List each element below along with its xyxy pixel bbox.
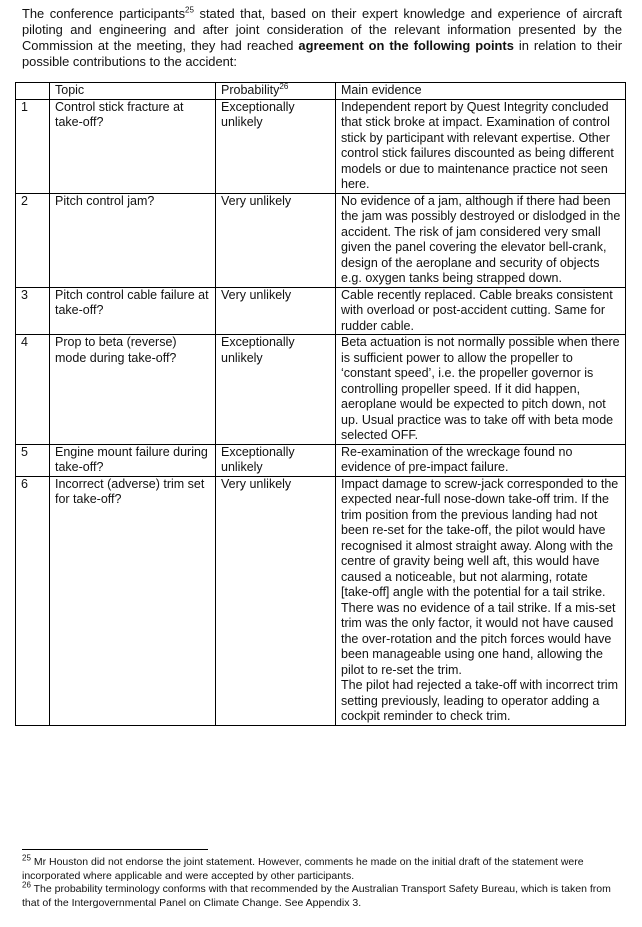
row-topic: Prop to beta (reverse) mode during take-off? <box>50 335 216 445</box>
row-topic: Pitch control jam? <box>50 193 216 287</box>
evidence-paragraph: Impact damage to screw-jack corresponded to the expected near-full nose-down take-off trim. If the trim position from the previous landing had not been re-set for the take-off, the pilot would have recognised it almost straight away. Along with the centre of gravity being well aft, this would have caused a noticeable, but not alarming, rotate [take-off] angle with the potential for a tail strike. There was no evidence of a tail strike. If a mis-set trim was the only factor, it would not have caused the over-rotation and the pitch forces would have been manageable using one hand, allowing the pilot to re-set the trim. <box>341 476 619 677</box>
header-probability <box>216 83 336 100</box>
row-topic: Engine mount failure during take-off? <box>50 444 216 476</box>
row-evidence <box>336 335 626 445</box>
table-row <box>16 335 626 445</box>
footnote-ref-26[interactable]: 26 <box>279 81 289 91</box>
table-row <box>16 99 626 193</box>
intro-text-1: The conference participants <box>22 6 186 21</box>
row-topic: Incorrect (adverse) trim set for take-off? <box>50 476 216 725</box>
header-probability-label: Probability <box>221 83 280 97</box>
table-row <box>16 476 626 725</box>
row-probability: Exceptionally unlikely <box>216 444 336 476</box>
evidence-paragraph: Re-examination of the wreckage found no evidence of pre-impact failure. <box>341 444 573 474</box>
footnotes <box>22 853 622 910</box>
evidence-paragraph: Independent report by Quest Integrity concluded that stick broke at impact. Examination of control stick by participant with relevant expertise. Other control stick failures discounted as being different models or due to maintenance practice not seen here. <box>341 99 614 191</box>
intro-paragraph <box>22 6 622 70</box>
evidence-paragraph: The pilot had rejected a take-off with incorrect trim setting previously, leading to operator adding a cockpit reminder to check trim. <box>341 678 618 723</box>
row-evidence <box>336 476 626 725</box>
table-row <box>16 444 626 476</box>
footnote-25-number: 25 <box>22 853 31 863</box>
header-topic: Topic <box>50 83 216 100</box>
footnote-25 <box>22 853 622 883</box>
intro-text-3: in relation to their possible contributions to the accident: <box>22 38 622 69</box>
evidence-paragraph: Beta actuation is not normally possible when there is sufficient power to allow the propeller to ‘constant speed’, i.e. the propeller governor is controlling propeller speed. If it did happen, aeroplane would be expected to pitch down, not up. Usual practice was to take off with beta mode selected OFF. <box>341 335 620 442</box>
table-body <box>16 99 626 725</box>
contributions-table <box>15 82 626 726</box>
evidence-paragraph: Cable recently replaced. Cable breaks consistent with overload or post-accident cutting. Same for rudder cable. <box>341 287 613 333</box>
row-probability: Exceptionally unlikely <box>216 99 336 193</box>
table-row <box>16 287 626 335</box>
row-evidence <box>336 287 626 335</box>
row-evidence <box>336 193 626 287</box>
footnote-26 <box>22 880 622 910</box>
table-row <box>16 193 626 287</box>
row-number: 4 <box>16 335 50 445</box>
evidence-paragraph: No evidence of a jam, although if there had been the jam was possibly destroyed or dislodged in the accident. The risk of jam considered very small given the panel covering the elevator bell-crank, design of the aeroplane and security of objects e.g. oxygen tanks being strapped down. <box>341 193 621 285</box>
row-probability: Exceptionally unlikely <box>216 335 336 445</box>
row-topic: Pitch control cable failure at take-off? <box>50 287 216 335</box>
footnote-ref-25[interactable]: 25 <box>185 5 194 15</box>
footnote-26-text: The probability terminology conforms with that recommended by the Australian Transport Safety Bureau, which is taken from that of the Intergovernmental Panel on Climate Change. See Appendix 3. <box>22 883 611 909</box>
row-number: 6 <box>16 476 50 725</box>
row-number: 1 <box>16 99 50 193</box>
row-evidence <box>336 99 626 193</box>
row-probability: Very unlikely <box>216 193 336 287</box>
header-number <box>16 83 50 100</box>
intro-bold-text: agreement on the following points <box>298 38 514 53</box>
row-topic: Control stick fracture at take-off? <box>50 99 216 193</box>
row-probability: Very unlikely <box>216 476 336 725</box>
intro-text-2: stated that, based on their expert knowledge and experience of aircraft piloting and engineering and after joint consideration of the relevant information presented by the Commission at the meeting, they had reached <box>22 6 622 53</box>
footnote-26-number: 26 <box>22 880 31 890</box>
row-number: 2 <box>16 193 50 287</box>
row-evidence <box>336 444 626 476</box>
row-probability: Very unlikely <box>216 287 336 335</box>
row-number: 3 <box>16 287 50 335</box>
footnote-25-text: Mr Houston did not endorse the joint statement. However, comments he made on the initial draft of the statement were incorporated where applicable and were accepted by other participants. <box>22 856 584 882</box>
header-evidence: Main evidence <box>336 83 626 100</box>
row-number: 5 <box>16 444 50 476</box>
footnote-divider <box>22 849 208 850</box>
table-header-row <box>16 83 626 100</box>
